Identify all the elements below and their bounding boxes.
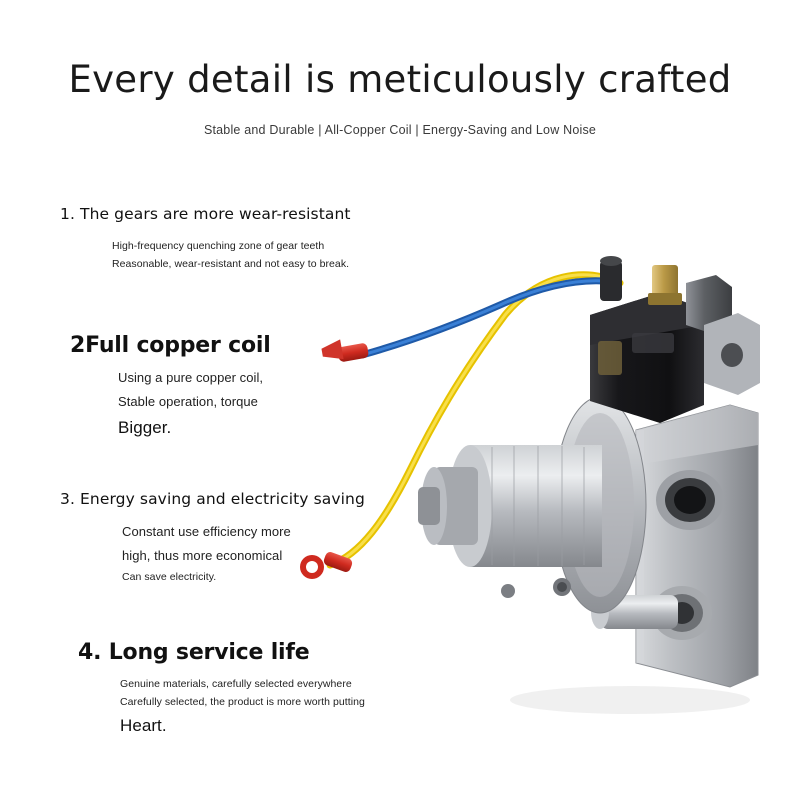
valve-stem <box>600 261 622 301</box>
port-upper <box>656 470 724 530</box>
feature-4-line-3: Heart. <box>120 715 167 735</box>
feature-2-line-1: Using a pure copper coil, <box>118 370 264 385</box>
pump-nose <box>418 467 478 545</box>
feature-4-line-1: Genuine materials, carefully selected everywhere <box>120 678 352 690</box>
upper-right-block <box>704 313 760 395</box>
feature-3-line-2: high, thus more economical <box>122 548 283 564</box>
feature-3-line-3: Can save electricity. <box>122 571 217 584</box>
feature-3-line-1: Constant use efficiency more <box>122 524 291 539</box>
coil-label <box>598 341 622 375</box>
red-spade-terminal <box>320 339 369 362</box>
feature-2-line-3: Bigger. <box>118 418 172 438</box>
feature-2-line-2: Stable operation, torque <box>118 394 258 410</box>
feature-4-line-2: Carefully selected, the product is more worth putting <box>120 696 365 709</box>
feature-1-line-1: High-frequency quenching zone of gear teeth <box>112 240 325 252</box>
gear-pump-body <box>418 397 646 613</box>
header <box>0 60 800 137</box>
feature-3-heading: 3. Energy saving and electricity saving <box>60 490 365 508</box>
feature-1-line-2: Reasonable, wear-resistant and not easy to break. <box>112 258 350 271</box>
feature-1-heading: 1. The gears are more wear-resistant <box>60 205 351 223</box>
page-subtitle: Stable and Durable | All-Copper Coil | Energy-Saving and Low Noise <box>203 122 597 137</box>
product-photo <box>300 255 780 725</box>
page-title: Every detail is meticulously crafted <box>68 58 732 101</box>
feature-4-heading: 4. Long service life <box>78 640 310 665</box>
feature-2-heading: 2⁣Full copper coil <box>70 333 271 358</box>
